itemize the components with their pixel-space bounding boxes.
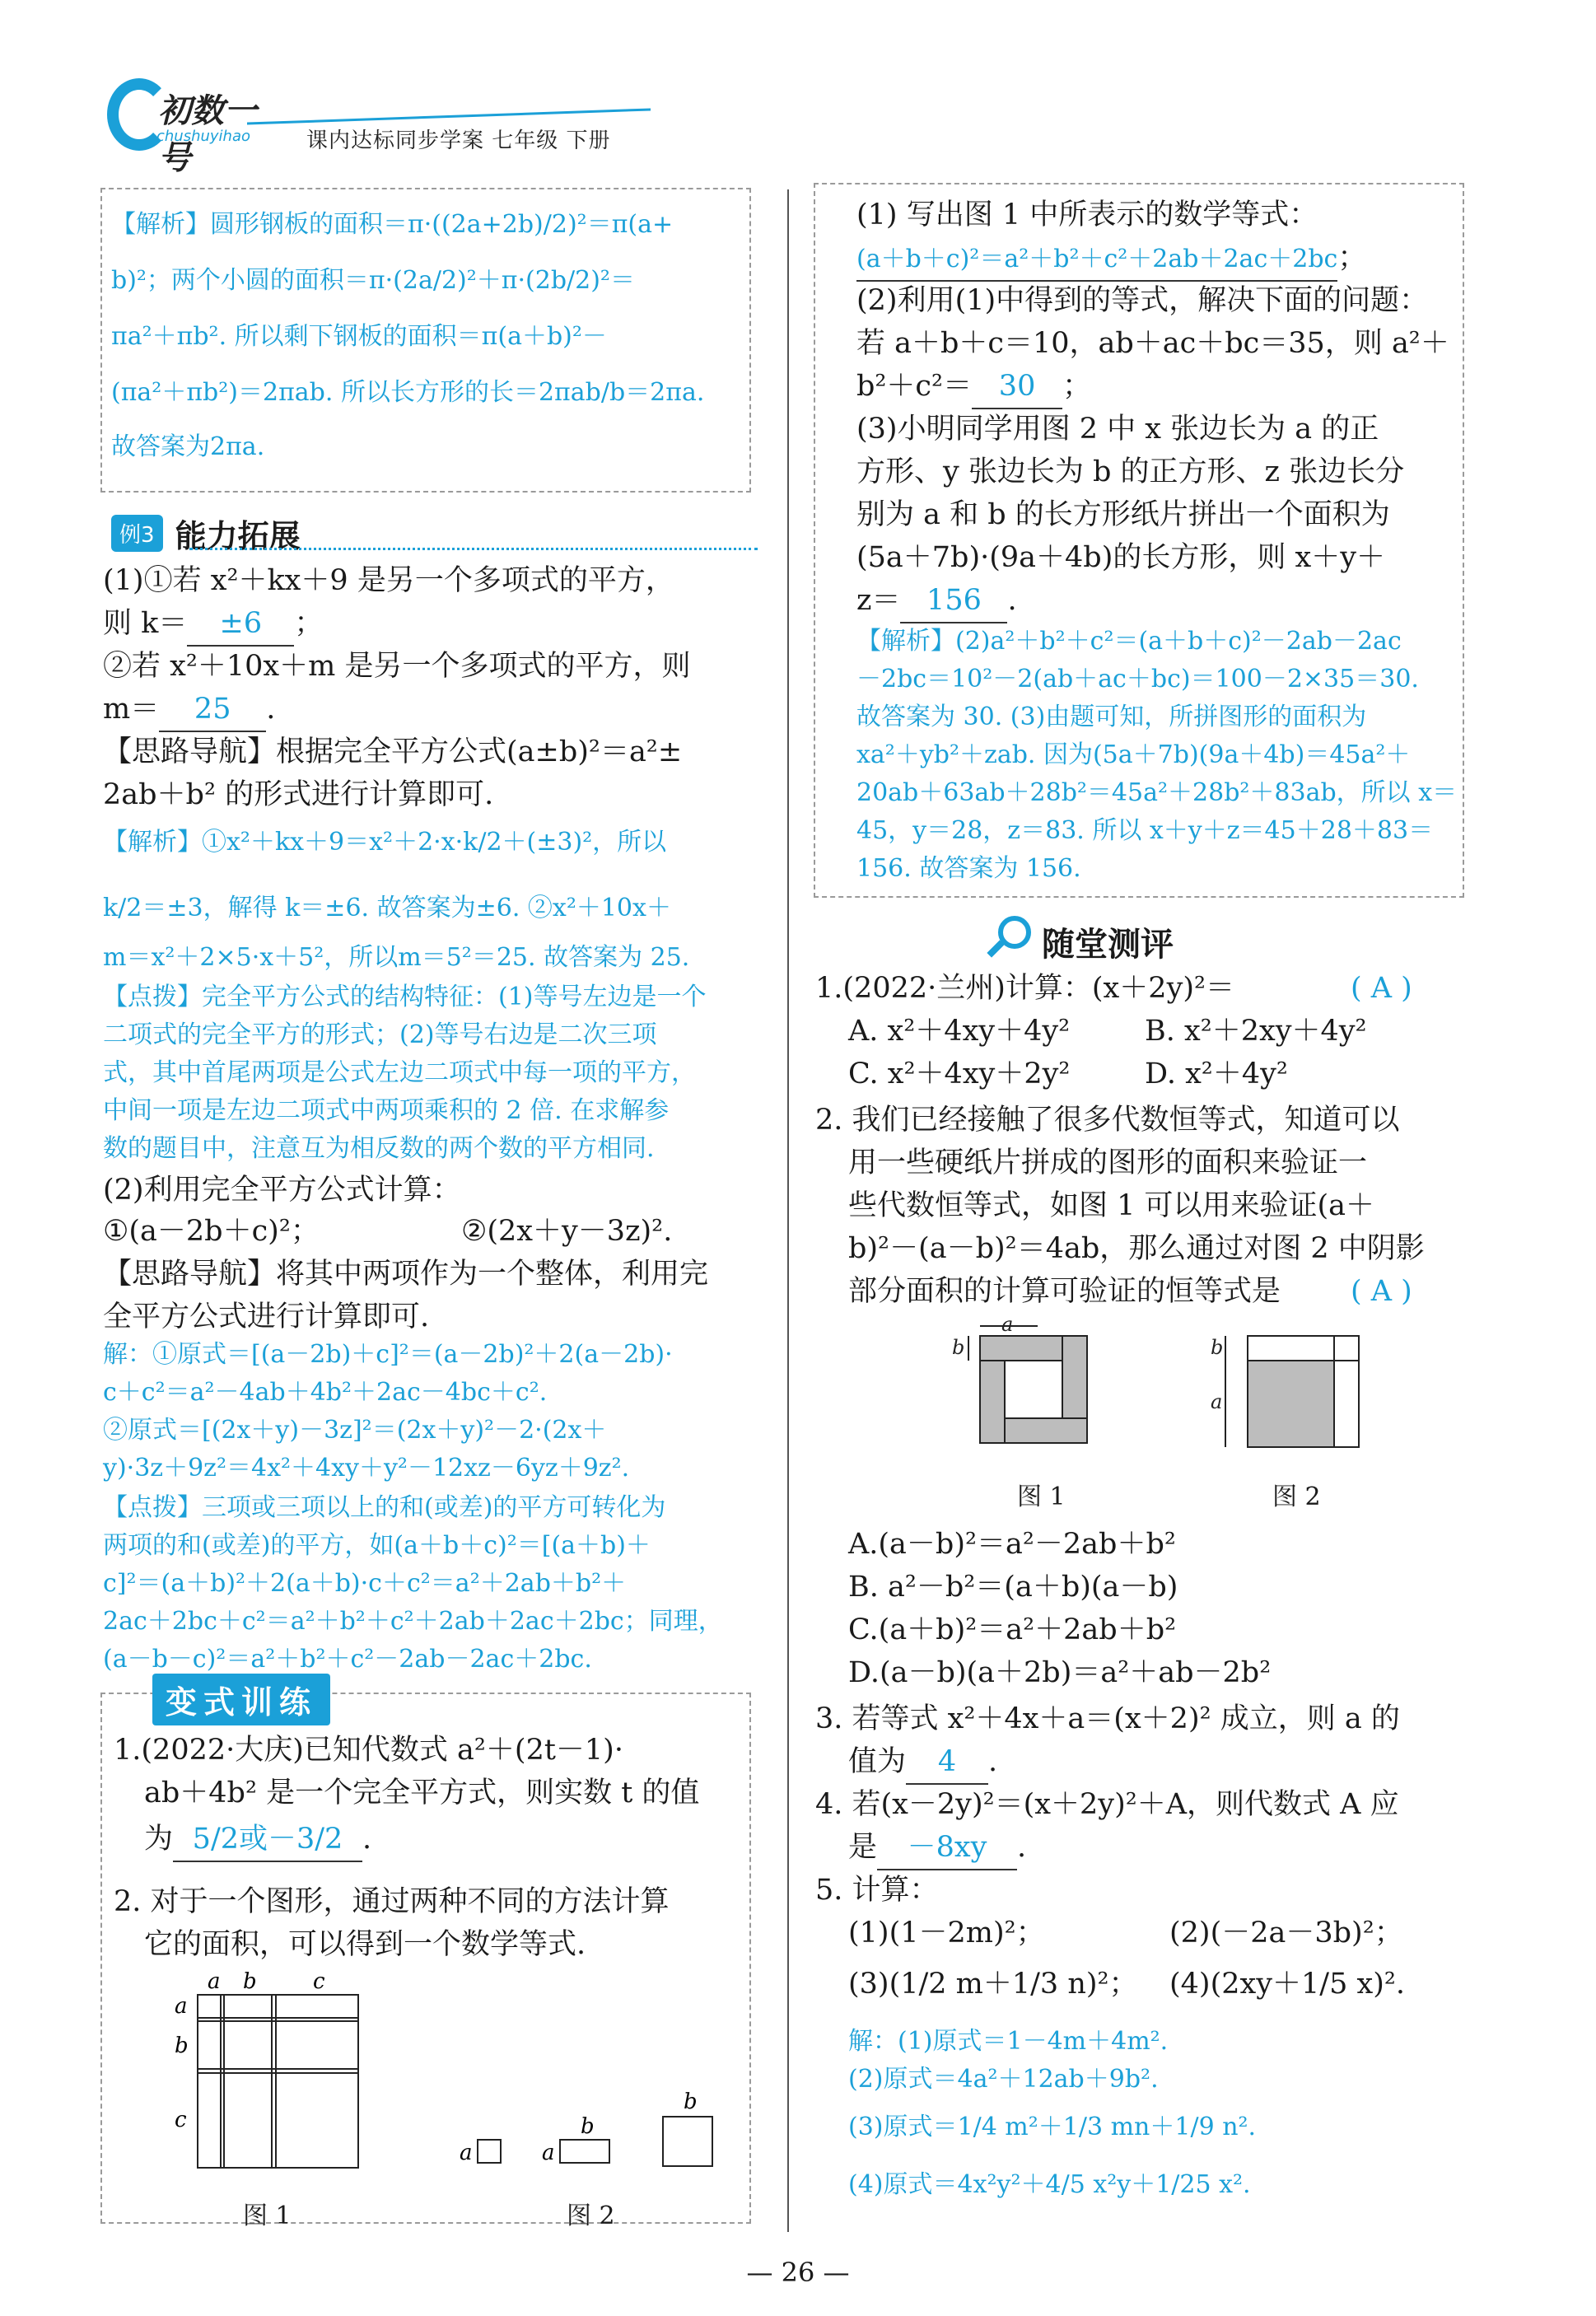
question-text: z＝ 156 . bbox=[856, 580, 1017, 623]
column-divider bbox=[787, 189, 789, 2232]
sol-line: 式，其中首尾两项是公式左边二项式中每一项的平方， bbox=[103, 1058, 696, 1087]
option-d: D. x²＋4y² bbox=[1145, 1058, 1288, 1090]
brand-logo bbox=[107, 78, 288, 177]
question-text: b²＋c²＝ 30 ； bbox=[856, 366, 1091, 409]
subquestion: (2)(－2a－3b)²； bbox=[1169, 1917, 1403, 1949]
square-frame-figure-1 bbox=[947, 1318, 1104, 1474]
question-text: 4. 若(x－2y)²＝(x＋2y)²＋A，则代数式 A 应 bbox=[815, 1788, 1399, 1821]
guide-text: 2ab＋b² 的形式进行计算即可. bbox=[103, 778, 494, 811]
label-a: a bbox=[208, 1970, 221, 1994]
sol-line: ②原式＝[(2x＋y)－3z]²＝(2x＋y)²－2·(2x＋ bbox=[103, 1416, 607, 1445]
square-shaded-figure-2 bbox=[1186, 1318, 1367, 1474]
question-text: ②若 x²＋10x＋m 是另一个多项式的平方，则 bbox=[103, 650, 691, 683]
label-a: a bbox=[460, 2141, 473, 2165]
option-c: C. x²＋4xy＋2y² bbox=[848, 1058, 1071, 1090]
label-c: c bbox=[175, 2108, 187, 2132]
sol-line: 2ac＋2bc＋c²＝a²＋b²＋c²＋2ab＋2ac＋2bc；同理， bbox=[103, 1607, 723, 1636]
guide-text: 【思路导航】根据完全平方公式(a±b)²＝a²± bbox=[103, 735, 683, 768]
subquestion: (3)(1/2 m＋1/3 n)²； bbox=[848, 1968, 1138, 2001]
question-text: 1.(2022·兰州)计算：(x＋2y)²＝ bbox=[815, 972, 1235, 1005]
option-a: A.(a－b)²＝a²－2ab＋b² bbox=[848, 1528, 1176, 1561]
question-text: m＝ 25 . bbox=[103, 689, 275, 732]
option-b: B. x²＋2xy＋4y² bbox=[1145, 1015, 1367, 1048]
sol-line: πa²＋πb². 所以剩下钢板的面积＝π(a＋b)²－ bbox=[111, 322, 607, 351]
question-text: 值为 4 . bbox=[848, 1741, 997, 1785]
question-text: 它的面积，可以得到一个数学等式. bbox=[144, 1928, 586, 1961]
answer-blank: 5/2或－3/2 bbox=[173, 1819, 362, 1862]
sol-line: k/2＝±3，解得 k＝±6. 故答案为±6. ②x²＋10x＋ bbox=[103, 894, 671, 922]
label-b: b bbox=[684, 2090, 698, 2114]
sol-line: 数的题目中，注意互为相反数的两个数的平方相同. bbox=[103, 1134, 655, 1163]
sol-line: 【解析】圆形钢板的面积＝π·((2a+2b)/2)²＝π(a+ bbox=[111, 210, 674, 239]
label-b: b bbox=[581, 2114, 595, 2139]
question-text: 方形、y 张边长为 b 的正方形、z 张边长分 bbox=[856, 455, 1405, 488]
question-text: (a＋b＋c)²＝a²＋b²＋c²＋2ab＋2ac＋2bc； bbox=[856, 237, 1366, 282]
label-b: b bbox=[952, 1336, 965, 1359]
label-a: a bbox=[175, 1994, 188, 2019]
logo-title: 初数一号 bbox=[158, 92, 257, 177]
sol-line: c]²＝(a＋b)²＋2(a＋b)·c＋c²＝a²＋2ab＋b²＋ bbox=[103, 1569, 627, 1598]
sol-line: (3)原式＝1/4 m²＋1/3 mn＋1/9 n². bbox=[848, 2113, 1257, 2141]
quiz-title: 随堂测评 bbox=[1042, 926, 1174, 964]
sol-line: (2)原式＝4a²＋12ab＋9b². bbox=[848, 2065, 1159, 2094]
sol-line: y)·3z＋9z²＝4x²＋4xy＋y²－12xz－6yz＋9z². bbox=[103, 1454, 630, 1483]
section-rule bbox=[189, 548, 758, 550]
question-text: ①(a－2b＋c)²； bbox=[103, 1215, 320, 1248]
sol-line: 【解析】①x²＋kx＋9＝x²＋2·x·k/2＋(±3)²，所以 bbox=[103, 828, 667, 857]
magnifier-handle-icon bbox=[987, 940, 1004, 957]
subquestion: (1)(1－2m)²； bbox=[848, 1917, 1045, 1949]
question-text: 用一些硬纸片拼成的图形的面积来验证一 bbox=[848, 1146, 1368, 1179]
subquestion: (4)(2xy＋1/5 x)². bbox=[1169, 1968, 1406, 2001]
label-a: a bbox=[1211, 1390, 1223, 1413]
series-title: 课内达标同步学案 七年级 下册 bbox=[306, 128, 611, 153]
sol-line: xa²＋yb²＋zab. 因为(5a＋7b)(9a＋4b)＝45a²＋ bbox=[856, 740, 1411, 769]
figure-caption: 图 1 bbox=[243, 2202, 292, 2230]
figure-caption: 图 1 bbox=[1017, 1483, 1066, 1511]
question-text: ②(2x＋y－3z)². bbox=[461, 1215, 673, 1248]
question-text: (2)利用完全平方公式计算： bbox=[103, 1174, 461, 1207]
sol-line: －2bc＝10²－2(ab＋ac＋bc)＝100－2×35＝30. bbox=[856, 665, 1419, 693]
sol-line: 故答案为2πa. bbox=[111, 432, 265, 461]
option-c: C.(a＋b)²＝a²＋2ab＋b² bbox=[848, 1613, 1177, 1646]
question-text: 2. 我们已经接触了很多代数恒等式，知道可以 bbox=[815, 1104, 1400, 1137]
sol-line: 故答案为 30. (3)由题可知，所拼图形的面积为 bbox=[856, 703, 1367, 731]
question-text: ab＋4b² 是一个完全平方式，则实数 t 的值 bbox=[144, 1777, 700, 1809]
page-number: — 26 — bbox=[746, 2257, 850, 2288]
question-text: 1.(2022·大庆)已知代数式 a²＋(2t－1)· bbox=[114, 1734, 623, 1767]
sol-line: 45，y＝28，z＝83. 所以 x＋y＋z＝45＋28＋83＝ bbox=[856, 816, 1434, 845]
guide-text: 全平方公式进行计算即可. bbox=[103, 1300, 430, 1333]
section-title: 能力拓展 bbox=[175, 518, 301, 554]
label-b: b bbox=[243, 1970, 257, 1994]
answer-blank: ±6 bbox=[187, 603, 294, 647]
label-b: b bbox=[1211, 1336, 1224, 1359]
question-text: 5. 计算： bbox=[815, 1874, 939, 1907]
choice-answer: ( A ) bbox=[1351, 972, 1412, 1005]
question-text: 部分面积的计算可验证的恒等式是 bbox=[848, 1275, 1281, 1308]
answer-blank: 25 bbox=[159, 689, 266, 732]
sol-line: (a－b－c)²＝a²＋b²＋c²－2ab－2ac＋2bc. bbox=[103, 1645, 592, 1674]
label-c: c bbox=[313, 1970, 325, 1994]
answer-blank: 4 bbox=[906, 1741, 988, 1785]
question-text: 2. 对于一个图形，通过两种不同的方法计算 bbox=[114, 1885, 670, 1918]
option-d: D.(a－b)(a＋2b)＝a²＋ab－2b² bbox=[848, 1656, 1272, 1689]
answer-blank: 156 bbox=[900, 580, 1007, 623]
sol-line: 二项式的完全平方的形式；(2)等号右边是二次三项 bbox=[103, 1020, 657, 1049]
option-b: B. a²－b²＝(a＋b)(a－b) bbox=[848, 1571, 1178, 1604]
header-rule bbox=[247, 108, 651, 124]
training-title: 变式训练 bbox=[152, 1674, 330, 1725]
question-text: (1) 写出图 1 中所表示的数学等式： bbox=[856, 198, 1318, 231]
figure-caption: 图 2 bbox=[567, 2202, 615, 2230]
question-text: 则 k＝ ±6 ； bbox=[103, 603, 323, 647]
question-text: (1)①若 x²＋kx＋9 是另一个多项式的平方， bbox=[103, 564, 674, 597]
label-a: a bbox=[542, 2141, 555, 2165]
grid-figure-1 bbox=[165, 1970, 371, 2192]
sol-line: 【点拨】完全平方公式的结构特征：(1)等号左边是一个 bbox=[103, 983, 707, 1011]
sol-line: 中间一项是左边二项式中两项乘积的 2 倍. 在求解参 bbox=[103, 1096, 670, 1125]
label-b: b bbox=[175, 2034, 189, 2058]
sol-line: 解：(1)原式＝1－4m＋4m². bbox=[848, 2027, 1169, 2056]
question-text: 若 a＋b＋c＝10，ab＋ac＋bc＝35，则 a²＋ bbox=[856, 327, 1449, 360]
sol-line: 156. 故答案为 156. bbox=[856, 854, 1081, 883]
sol-line: b)²；两个小圆的面积＝π·(2a/2)²＋π·(2b/2)²＝ bbox=[111, 266, 635, 295]
sol-line: (4)原式＝4x²y²＋4/5 x²y＋1/25 x². bbox=[848, 2170, 1251, 2199]
question-text: (3)小明同学用图 2 中 x 张边长为 a 的正 bbox=[856, 413, 1379, 446]
question-text: (5a＋7b)·(9a＋4b)的长方形，则 x＋y＋ bbox=[856, 541, 1385, 574]
sol-line: c＋c²＝a²－4ab＋4b²＋2ac－4bc＋c². bbox=[103, 1378, 548, 1407]
logo-subtitle: chushuyihao bbox=[156, 128, 251, 145]
answer-blank: －8xy bbox=[877, 1827, 1017, 1870]
label-a: a bbox=[1001, 1318, 1014, 1336]
question-text: 为 5/2或－3/2 . bbox=[144, 1819, 371, 1862]
question-text: (2)利用(1)中得到的等式，解决下面的问题： bbox=[856, 284, 1429, 317]
example-badge: 例3 bbox=[111, 515, 163, 552]
option-a: A. x²＋4xy＋4y² bbox=[848, 1015, 1071, 1048]
sol-line: 【点拨】三项或三项以上的和(或差)的平方可转化为 bbox=[103, 1493, 666, 1522]
question-text: 些代数恒等式，如图 1 可以用来验证(a＋ bbox=[848, 1189, 1375, 1222]
answer-blank: 30 bbox=[972, 366, 1062, 409]
sol-line: 解：①原式＝[(a－2b)＋c]²＝(a－2b)²＋2(a－2b)· bbox=[103, 1340, 673, 1369]
choice-answer: ( A ) bbox=[1351, 1275, 1412, 1308]
answer-blank: (a＋b＋c)²＝a²＋b²＋c²＋2ab＋2ac＋2bc bbox=[856, 238, 1337, 282]
question-text: 别为 a 和 b 的长方形纸片拼出一个面积为 bbox=[856, 498, 1390, 531]
question-text: 3. 若等式 x²＋4x＋a＝(x＋2)² 成立，则 a 的 bbox=[815, 1702, 1400, 1735]
sol-line: (πa²＋πb²)＝2πab. 所以长方形的长＝2πab/b＝2πa. bbox=[111, 378, 705, 407]
sol-line: m＝x²＋2×5·x＋5²，所以m＝5²＝25. 故答案为 25. bbox=[103, 943, 690, 972]
guide-text: 【思路导航】将其中两项作为一个整体，利用完 bbox=[103, 1258, 709, 1291]
question-text: 是 －8xy . bbox=[848, 1827, 1026, 1870]
sol-line: 【解析】(2)a²＋b²＋c²＝(a＋b＋c)²－2ab－2ac bbox=[856, 627, 1402, 656]
figure-caption: 图 2 bbox=[1272, 1483, 1321, 1511]
sol-line: 两项的和(或差)的平方，如(a＋b＋c)²＝[(a＋b)＋ bbox=[103, 1531, 651, 1560]
sol-line: 20ab＋63ab＋28b²＝45a²＋28b²＋83ab，所以 x＝ bbox=[856, 778, 1458, 807]
example3-header bbox=[111, 511, 301, 554]
question-text: b)²－(a－b)²＝4ab，那么通过对图 2 中阴影 bbox=[848, 1232, 1425, 1265]
pieces-figure-2 bbox=[453, 2084, 733, 2199]
